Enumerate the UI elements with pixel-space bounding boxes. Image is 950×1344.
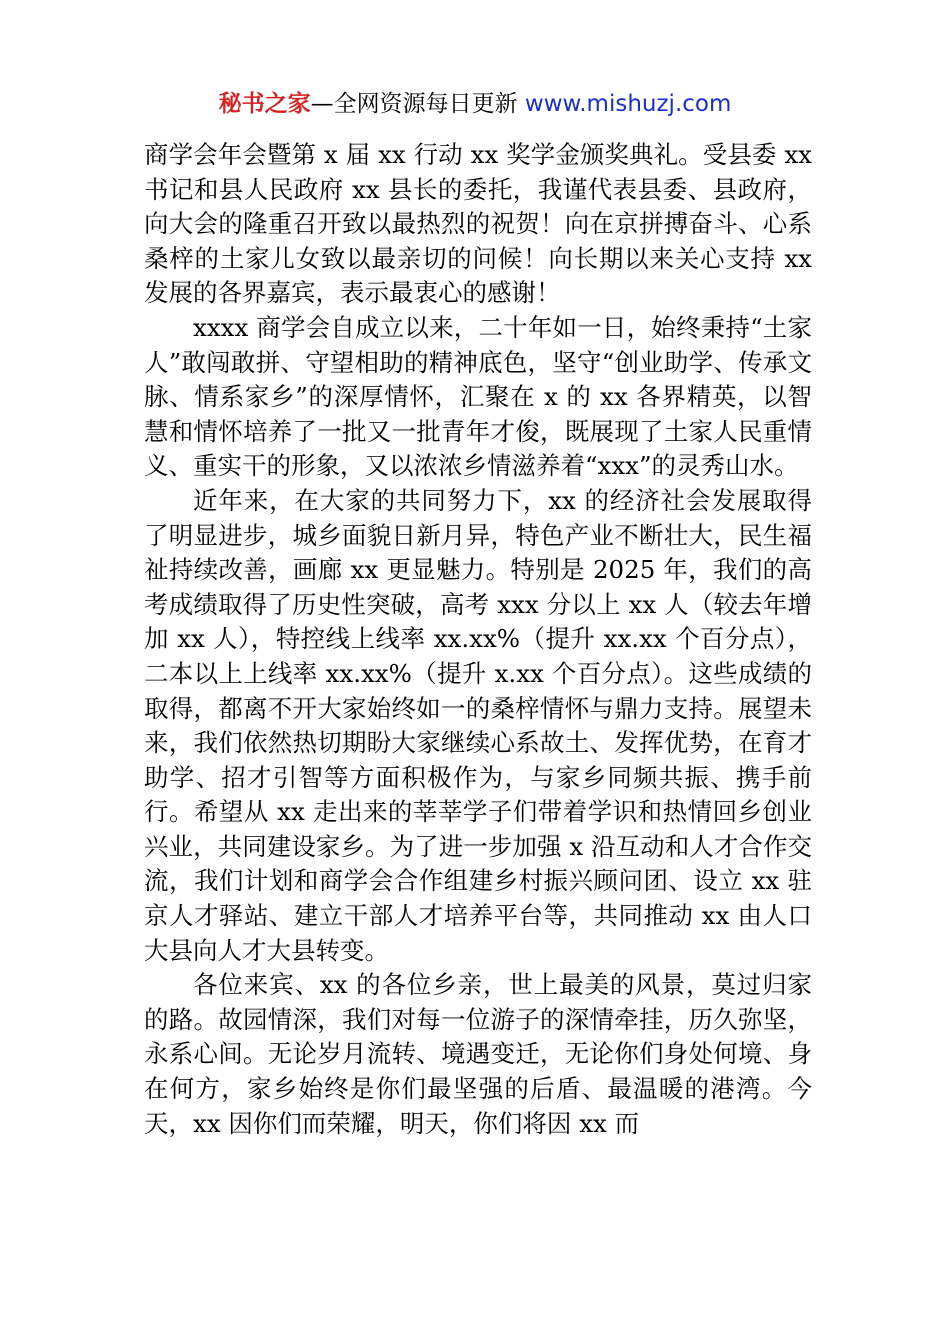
paragraph-continued: 商学会年会暨第 x 届 xx 行动 xx 奖学金颁奖典礼。受县委 xx 书记和县人民政府 xx 县长的委托，我谨代表县委、县政府，向大会的隆重召开致以最热烈的祝贺！向在京拼搏奋斗、心系桑梓的土家儿女致以最亲切的问候！向长期以来关心支持 xx 发展的各界嘉宾，表示最衷心的感谢！ bbox=[144, 140, 812, 308]
paragraph-chamber-intro: xxxx 商学会自成立以来，二十年如一日，始终秉持“土家人”敢闯敢拼、守望相助的精神底色，坚守“创业助学、传承文脉、情系家乡”的深厚情怀，汇聚在 x 的 xx 各界精英，以智慧和情怀培养了一批又一批青年才俊，既展现了土家人民重情义、重实干的形象，又以浓浓乡情滋养着“xxx”的灵秀山水。 bbox=[144, 312, 812, 481]
paragraph-hometown: 各位来宾、xx 的各位乡亲，世上最美的风景，莫过归家的路。故园情深，我们对每一位游子的深情牵挂，历久弥坚，永系心间。无论岁月流转、境遇变迁，无论你们身处何境、身在何方，家乡始终是你们最坚强的后盾、最温暖的港湾。今天，xx 因你们而荣耀，明天，你们将因 xx 而 bbox=[144, 970, 812, 1138]
site-tagline: —全网资源每日更新 bbox=[310, 91, 525, 117]
site-header bbox=[0, 86, 950, 122]
site-url-link[interactable]: www.mishuzj.com bbox=[524, 91, 732, 117]
paragraph-recent-progress: 近年来，在大家的共同努力下，xx 的经济社会发展取得了明显进步，城乡面貌日新月异，特色产业不断壮大，民生福祉持续改善，画廊 xx 更显魅力。特别是 2025 年，我们的高考成绩取得了历史性突破，高考 xxx 分以上 xx 人（较去年增加 xx 人），特控线上线率 xx.xx%（提升 xx.xx 个百分点），二本以上上线率 xx.xx%（提升 x.xx 个百分点）。这些成绩的取得，都离不开大家始终如一的桑梓情怀与鼎力支持。展望未来，我们依然热切期盼大家继续心系故土、发挥优势，在育才助学、招才引智等方面积极作为，与家乡同频共振、携手前行。希望从 xx 走出来的莘莘学子们带着学识和热情回乡创业兴业，共同建设家乡。为了进一步加强 x 沿互动和人才合作交流，我们计划和商学会合作组建乡村振兴顾问团、设立 xx 驻京人才驿站、建立干部人才培养平台等，共同推动 xx 由人口大县向人才大县转变。 bbox=[144, 485, 812, 965]
document-body bbox=[144, 138, 812, 1141]
site-brand: 秘书之家 bbox=[218, 91, 311, 117]
